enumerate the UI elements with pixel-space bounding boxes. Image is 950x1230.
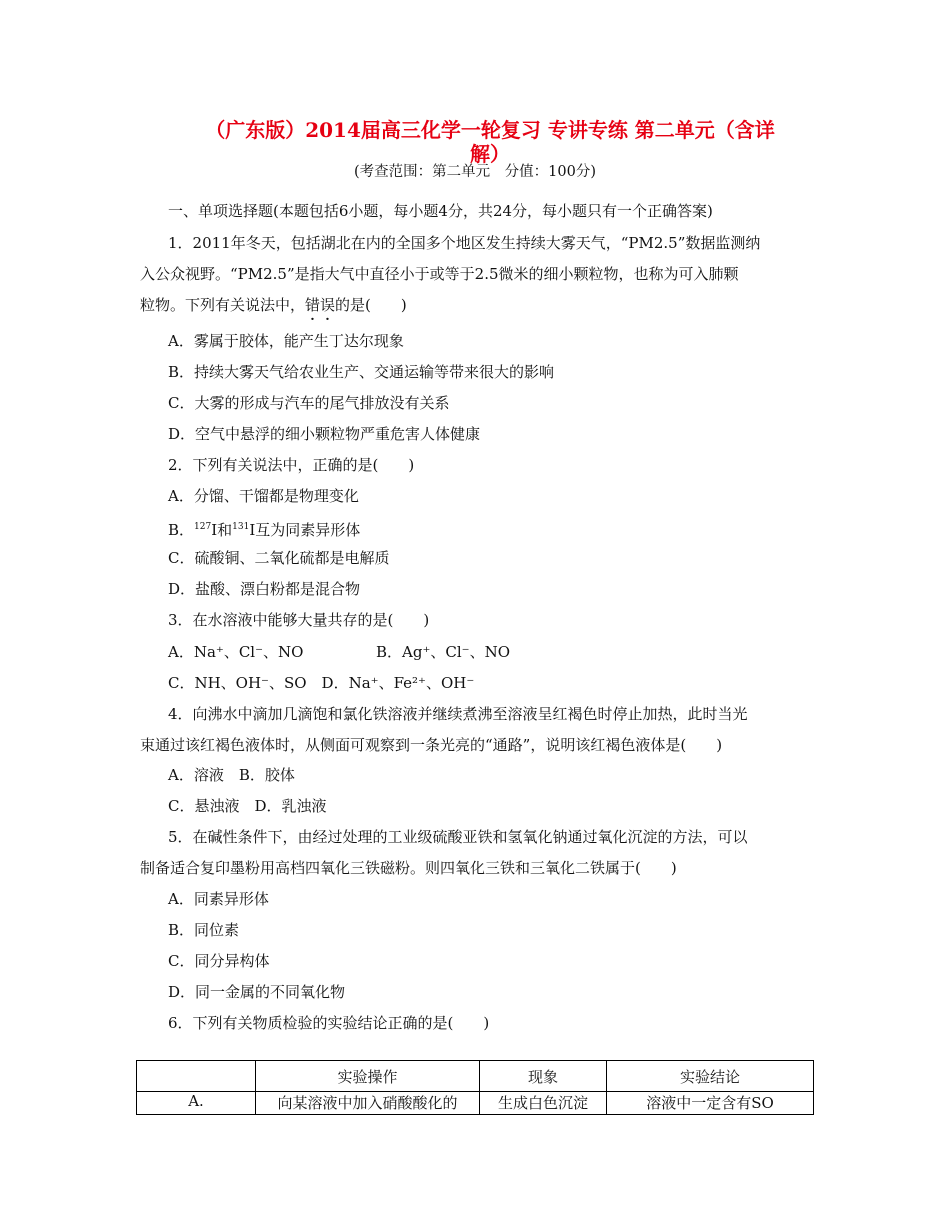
q6-stem: 6．下列有关物质检验的实验结论正确的是( ) [168,1014,490,1032]
q5-line1: 5．在碱性条件下，由经过处理的工业级硫酸亚铁和氢氧化钠通过氧化沉淀的方法，可以 [168,828,748,846]
q1-line3-suffix: 的是( ) [335,296,407,314]
table-header-cell: 实验操作 [256,1061,480,1092]
q4-line2: 束通过该红褐色液体时，从侧面可观察到一条光亮的“通路”，说明该红褐色液体是( ) [140,736,723,754]
q1-option-b: B．持续大雾天气给农业生产、交通运输等带来很大的影响 [168,363,555,381]
q4-line1: 4．向沸水中滴加几滴饱和氯化铁溶液并继续煮沸至溶液呈红褐色时停止加热，此时当光 [168,705,748,723]
q2-option-a: A．分馏、干馏都是物理变化 [168,487,359,505]
table-cell: 向某溶液中加入硝酸酸化的 [256,1092,480,1115]
q4-options-ab: A．溶液 B．胶体 [168,766,295,784]
q1-emphasis-char1: 错 [305,296,321,314]
table-cell: A. [137,1092,256,1115]
q2-stem: 2．下列有关说法中，正确的是( ) [168,456,415,474]
q1-option-a: A．雾属于胶体，能产生丁达尔现象 [168,332,404,350]
q2-option-d: D．盐酸、漂白粉都是混合物 [168,580,361,598]
q5-option-a: A．同素异形体 [168,890,269,908]
document-subtitle: (考查范围：第二单元 分值：100分) [354,164,596,180]
q3-option-b: B．Ag⁺、Cl⁻、NO [376,643,510,661]
q1-emphasis-char2: 误 [320,296,336,314]
q5-option-b: B．同位素 [168,921,240,939]
q3-stem: 3．在水溶液中能够大量共存的是( ) [168,611,430,629]
document-title-line1: （广东版）2014届高三化学一轮复习 专讲专练 第二单元（含详 [205,118,775,142]
table-row [137,1092,814,1115]
q3-option-a: A．Na⁺、Cl⁻、NO [168,643,304,661]
table-header-cell [137,1061,256,1092]
table-cell: 溶液中一定含有SO [607,1092,814,1115]
document-title-line2: 解） [470,142,510,166]
experiment-table [136,1060,814,1115]
table-header-row [137,1061,814,1092]
q2-option-c: C．硫酸铜、二氧化硫都是电解质 [168,549,390,567]
q5-option-c: C．同分异构体 [168,952,270,970]
table-header-cell: 实验结论 [607,1061,814,1092]
table-header-cell: 现象 [480,1061,607,1092]
q2-isotope-mass1: 127 [194,522,212,532]
section-heading: 一、单项选择题(本题包括6小题，每小题4分，共24分，每小题只有一个正确答案) [168,202,713,220]
q2-isotope-mass2: 131 [232,522,250,532]
q2-option-b-suffix: I互为同素异形体 [249,521,361,539]
q4-options-cd: C．悬浊液 D．乳浊液 [168,797,327,815]
q1-line1: 1．2011年冬天，包括湖北在内的全国多个地区发生持续大雾天气，“PM2.5”数据监测纳 [168,234,761,252]
q3-option-cd: C．NH、OH⁻、SO D．Na⁺、Fe²⁺、OH⁻ [168,674,475,692]
q5-line2: 制备适合复印墨粉用高档四氧化三铁磁粉。则四氧化三铁和三氧化二铁属于( ) [140,859,677,877]
q5-option-d: D．同一金属的不同氧化物 [168,983,346,1001]
table-cell: 生成白色沉淀 [480,1092,607,1115]
q2-option-b-prefix: B． [168,521,195,539]
q1-line2: 入公众视野。“PM2.5”是指大气中直径小于或等于2.5微米的细小颗粒物，也称为可入肺颗 [140,265,739,283]
q1-line3 [140,295,407,315]
q2-option-b [168,517,360,540]
q1-option-d: D．空气中悬浮的细小颗粒物严重危害人体健康 [168,425,481,443]
q1-option-c: C．大雾的形成与汽车的尾气排放没有关系 [168,394,450,412]
q1-line3-prefix: 粒物。下列有关说法中， [140,296,306,314]
q2-option-b-mid: I和 [211,521,233,539]
